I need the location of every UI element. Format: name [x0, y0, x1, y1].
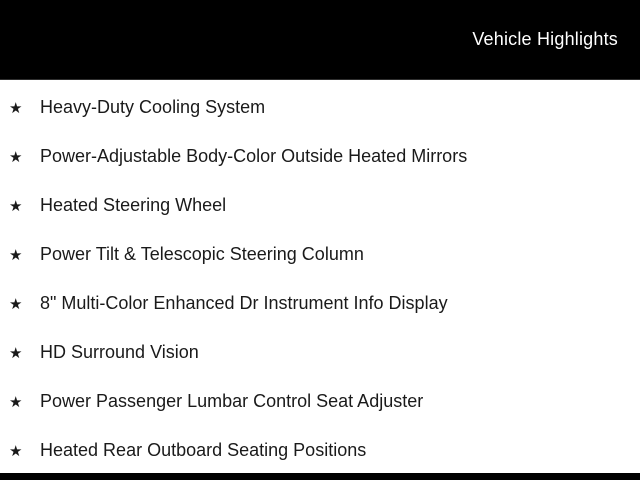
list-item-label: Power Passenger Lumbar Control Seat Adjuster	[40, 391, 424, 411]
list-item	[0, 377, 640, 426]
star-icon: ★	[9, 394, 23, 411]
list-item-label: Power Tilt & Telescopic Steering Column	[40, 244, 364, 264]
list-item	[0, 426, 640, 475]
footer-bar	[0, 473, 640, 480]
star-icon: ★	[9, 149, 23, 166]
highlights-list	[0, 80, 640, 475]
list-item-label: 8" Multi-Color Enhanced Dr Instrument Info Display	[40, 293, 448, 313]
star-icon: ★	[9, 345, 23, 362]
header-bar	[0, 0, 640, 80]
star-icon: ★	[9, 296, 23, 313]
list-item-label: Heated Rear Outboard Seating Positions	[40, 440, 367, 460]
list-item-label: Heavy-Duty Cooling System	[40, 97, 266, 117]
list-item-label: HD Surround Vision	[40, 342, 199, 362]
list-item	[0, 83, 640, 132]
star-icon: ★	[9, 100, 23, 117]
list-item	[0, 230, 640, 279]
page-title: Vehicle Highlights	[472, 29, 618, 49]
list-item	[0, 279, 640, 328]
list-item	[0, 132, 640, 181]
star-icon: ★	[9, 247, 23, 264]
list-item	[0, 181, 640, 230]
star-icon: ★	[9, 443, 23, 460]
list-item-label: Power-Adjustable Body-Color Outside Heated Mirrors	[40, 146, 468, 166]
star-icon: ★	[9, 198, 23, 215]
list-item	[0, 328, 640, 377]
list-item-label: Heated Steering Wheel	[40, 195, 227, 215]
